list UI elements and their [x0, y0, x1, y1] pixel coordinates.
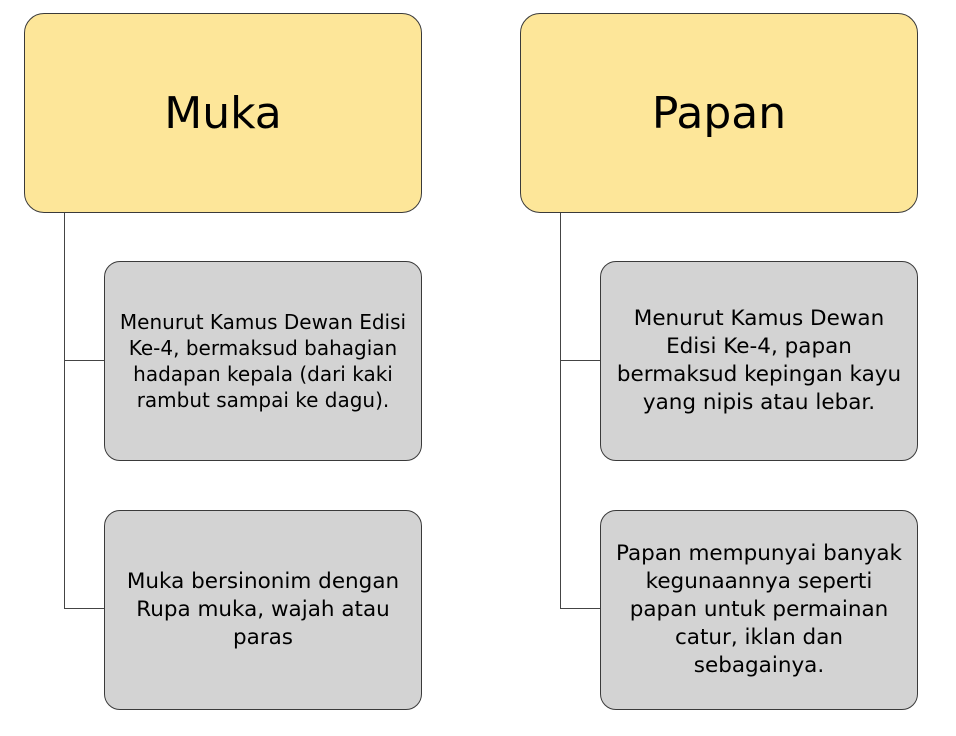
connector-horizontal-muka-2: [64, 608, 105, 609]
child-node-papan-definition: [600, 261, 918, 461]
root-node-papan: [520, 13, 918, 213]
child-node-text: Papan mempunyai banyak kegunaannya seperti papan untuk permainan catur, iklan dan sebagainya.: [616, 541, 902, 678]
child-node-muka-definition: [104, 261, 422, 461]
child-node-papan-usage: [600, 510, 918, 710]
child-node-text: Menurut Kamus Dewan Edisi Ke-4, papan bermaksud kepingan kayu yang nipis atau lebar.: [616, 306, 902, 415]
connector-horizontal-muka-1: [64, 360, 105, 361]
child-node-text: Menurut Kamus Dewan Edisi Ke-4, bermaksud bahagian hadapan kepala (dari kaki rambut sampai ke dagu).: [119, 310, 407, 412]
connector-horizontal-papan-1: [560, 360, 601, 361]
connector-horizontal-papan-2: [560, 608, 601, 609]
connector-vertical-muka: [64, 212, 65, 609]
connector-vertical-papan: [560, 212, 561, 609]
child-node-text: Muka bersinonim dengan Rupa muka, wajah atau paras: [126, 569, 400, 650]
root-node-title: Papan: [651, 87, 787, 139]
child-node-muka-synonym: [104, 510, 422, 710]
root-node-title: Muka: [164, 87, 282, 139]
root-node-muka: [24, 13, 422, 213]
